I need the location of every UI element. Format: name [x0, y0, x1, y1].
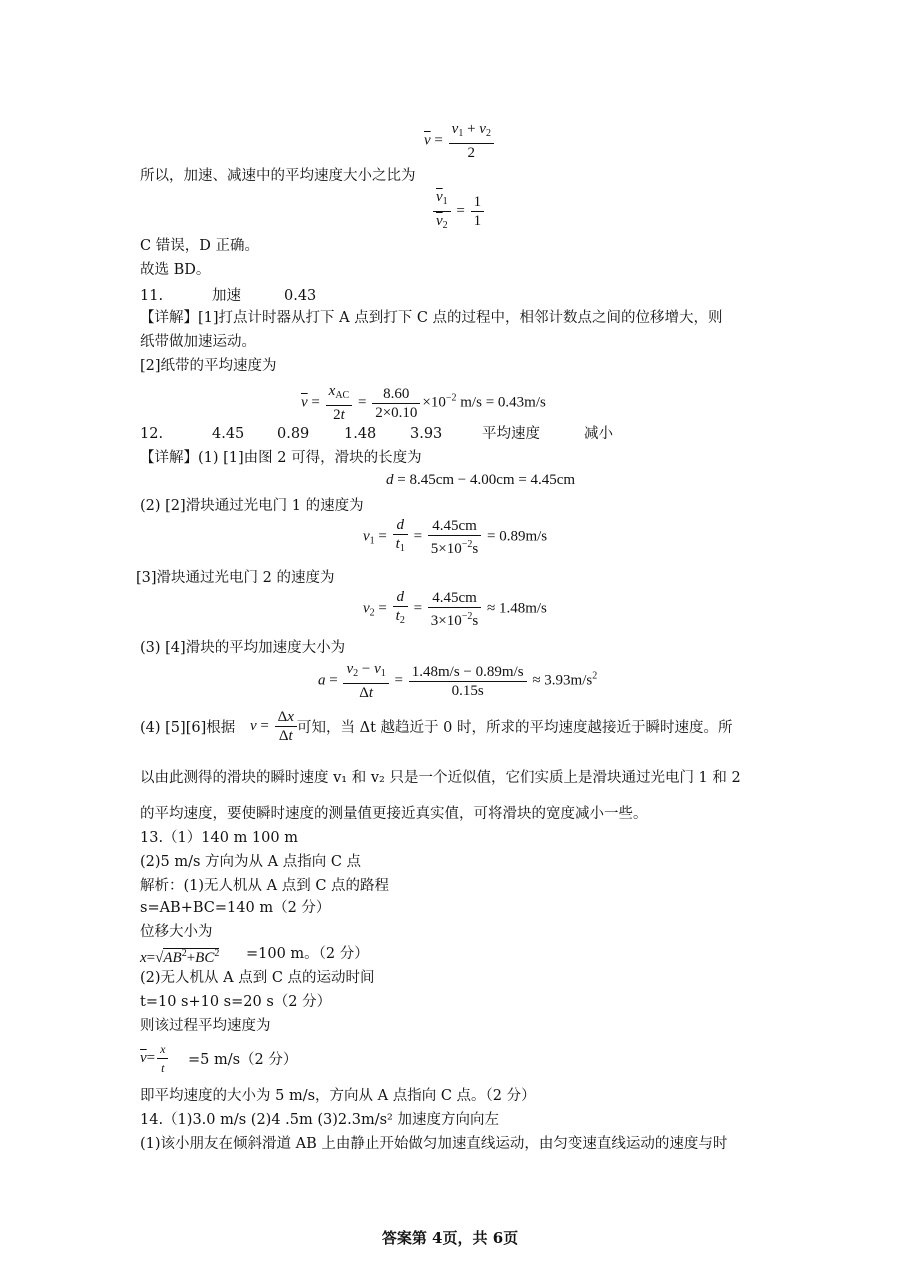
- formula-acceleration: a = $\frac{v_2 - v_1}{\Delta t}$ = $\frac{1.48m/s - 0.89m/s}{0.15s}$ ≈ $3.93m/s^2$: [318, 661, 598, 701]
- text-line: 的平均速度，要使瞬时速度的测量值更接近真实值，可将滑块的宽度减小一些。: [140, 806, 648, 822]
- text-line: 位移大小为: [140, 924, 213, 940]
- formula-v2: $v_2$ = $\frac{d}{t_2}$ = $\frac{4.45cm}{3\times 10^{-2}s}$ ≈ 1.48m/s: [363, 589, 547, 629]
- text-line: 则该过程平均速度为: [140, 1018, 271, 1034]
- q11-answer: 加速: [212, 288, 241, 304]
- text-line: 14.（1)3.0 m/s (2)4 .5m (3)2.3m/s² 加速度方向向左: [140, 1112, 499, 1128]
- text-line: 【详解】[1]打点计时器从打下 A 点到打下 C 点的过程中，相邻计数点之间的位移增大，则: [140, 310, 723, 326]
- text-line: 故选 BD。: [140, 262, 211, 278]
- text-line: 纸带做加速运动。: [140, 334, 256, 350]
- formula-displacement: $x=√AB^2+BC^2$: [140, 948, 220, 966]
- text-line: s=AB+BC=140 m（2 分）: [140, 900, 331, 916]
- text-line: [3]滑块通过光电门 2 的速度为: [136, 570, 335, 586]
- text-line: (2)5 m/s 方向为从 A 点指向 C 点: [140, 854, 362, 870]
- text-line: 所以，加速、减速中的平均速度大小之比为: [140, 168, 416, 184]
- formula-avg-velocity: $\overline{v}$ = $\frac{v_1 + v_2}{2}$: [424, 120, 496, 162]
- q12-answer: 减小: [584, 426, 613, 442]
- text-line: C 错误，D 正确。: [140, 238, 259, 254]
- text-line: 即平均速度的大小为 5 m/s，方向从 A 点指向 C 点。（2 分）: [140, 1088, 536, 1104]
- q12-number: 12.: [140, 426, 164, 442]
- q11-answer: 0.43: [284, 288, 317, 304]
- text-line: (1)该小朋友在倾斜滑道 AB 上由静止开始做匀加速直线运动，由匀变速直线运动的速度与时: [140, 1136, 728, 1152]
- text-line: (3) [4]滑块的平均加速度大小为: [140, 640, 346, 656]
- q11-number: 11.: [140, 288, 164, 304]
- text-line: 【详解】(1) [1]由图 2 可得，滑块的长度为: [140, 450, 422, 466]
- text-line: (2) [2]滑块通过光电门 1 的速度为: [140, 498, 364, 514]
- formula-ratio: $\frac{\overline{v}_1}{\overline{v}_2}$ = $\frac{1}{1}$: [431, 188, 486, 235]
- text-line: =5 m/s（2 分）: [188, 1052, 298, 1068]
- formula-v1: $v_1$ = $\frac{d}{t_1}$ = $\frac{4.45cm}{5\times 10^{-2}s}$ = 0.89m/s: [363, 517, 548, 557]
- q12-answer: 4.45: [212, 426, 245, 442]
- q12-answer: 平均速度: [482, 426, 540, 442]
- text-line: t=10 s+10 s=20 s（2 分）: [140, 994, 332, 1010]
- text-line: 13.（1）140 m 100 m: [140, 830, 298, 846]
- q12-answer: 0.89: [277, 426, 310, 442]
- text-line: (4) [5][6]根据: [140, 720, 236, 736]
- text-line: 以由此测得的滑块的瞬时速度 v₁ 和 v₂ 只是一个近似值，它们实质上是滑块通过光电门 1 和 2: [140, 770, 741, 786]
- q12-answer: 1.48: [344, 426, 377, 442]
- q12-answer: 3.93: [410, 426, 443, 442]
- formula-avg-speed: $\overline{v}=$ $\frac{x}{t}$: [140, 1040, 170, 1077]
- formula-v-def: v = $\frac{\Delta x}{\Delta t}$: [250, 708, 299, 745]
- text-line: (2)无人机从 A 点到 C 点的运动时间: [140, 970, 375, 986]
- formula-tape-velocity: $\overline{v}$ = $\frac{x_{AC}}{2t}$ = $\frac{8.60}{2\times 0.10}$ $\times 10^{-2}$ m/s = 0.43m/s: [301, 383, 546, 423]
- formula-length: d = 8.45cm − 4.00cm = 4.45cm: [386, 472, 576, 488]
- text-line: 解析：(1)无人机从 A 点到 C 点的路程: [140, 878, 390, 894]
- text-line: [2]纸带的平均速度为: [140, 358, 277, 374]
- page-footer: 答案第 4页，共 6页: [381, 1229, 519, 1247]
- text-line: =100 m。（2 分）: [246, 946, 369, 962]
- text-line: 可知，当 Δt 越趋近于 0 时，所求的平均速度越接近于瞬时速度。所: [297, 720, 733, 736]
